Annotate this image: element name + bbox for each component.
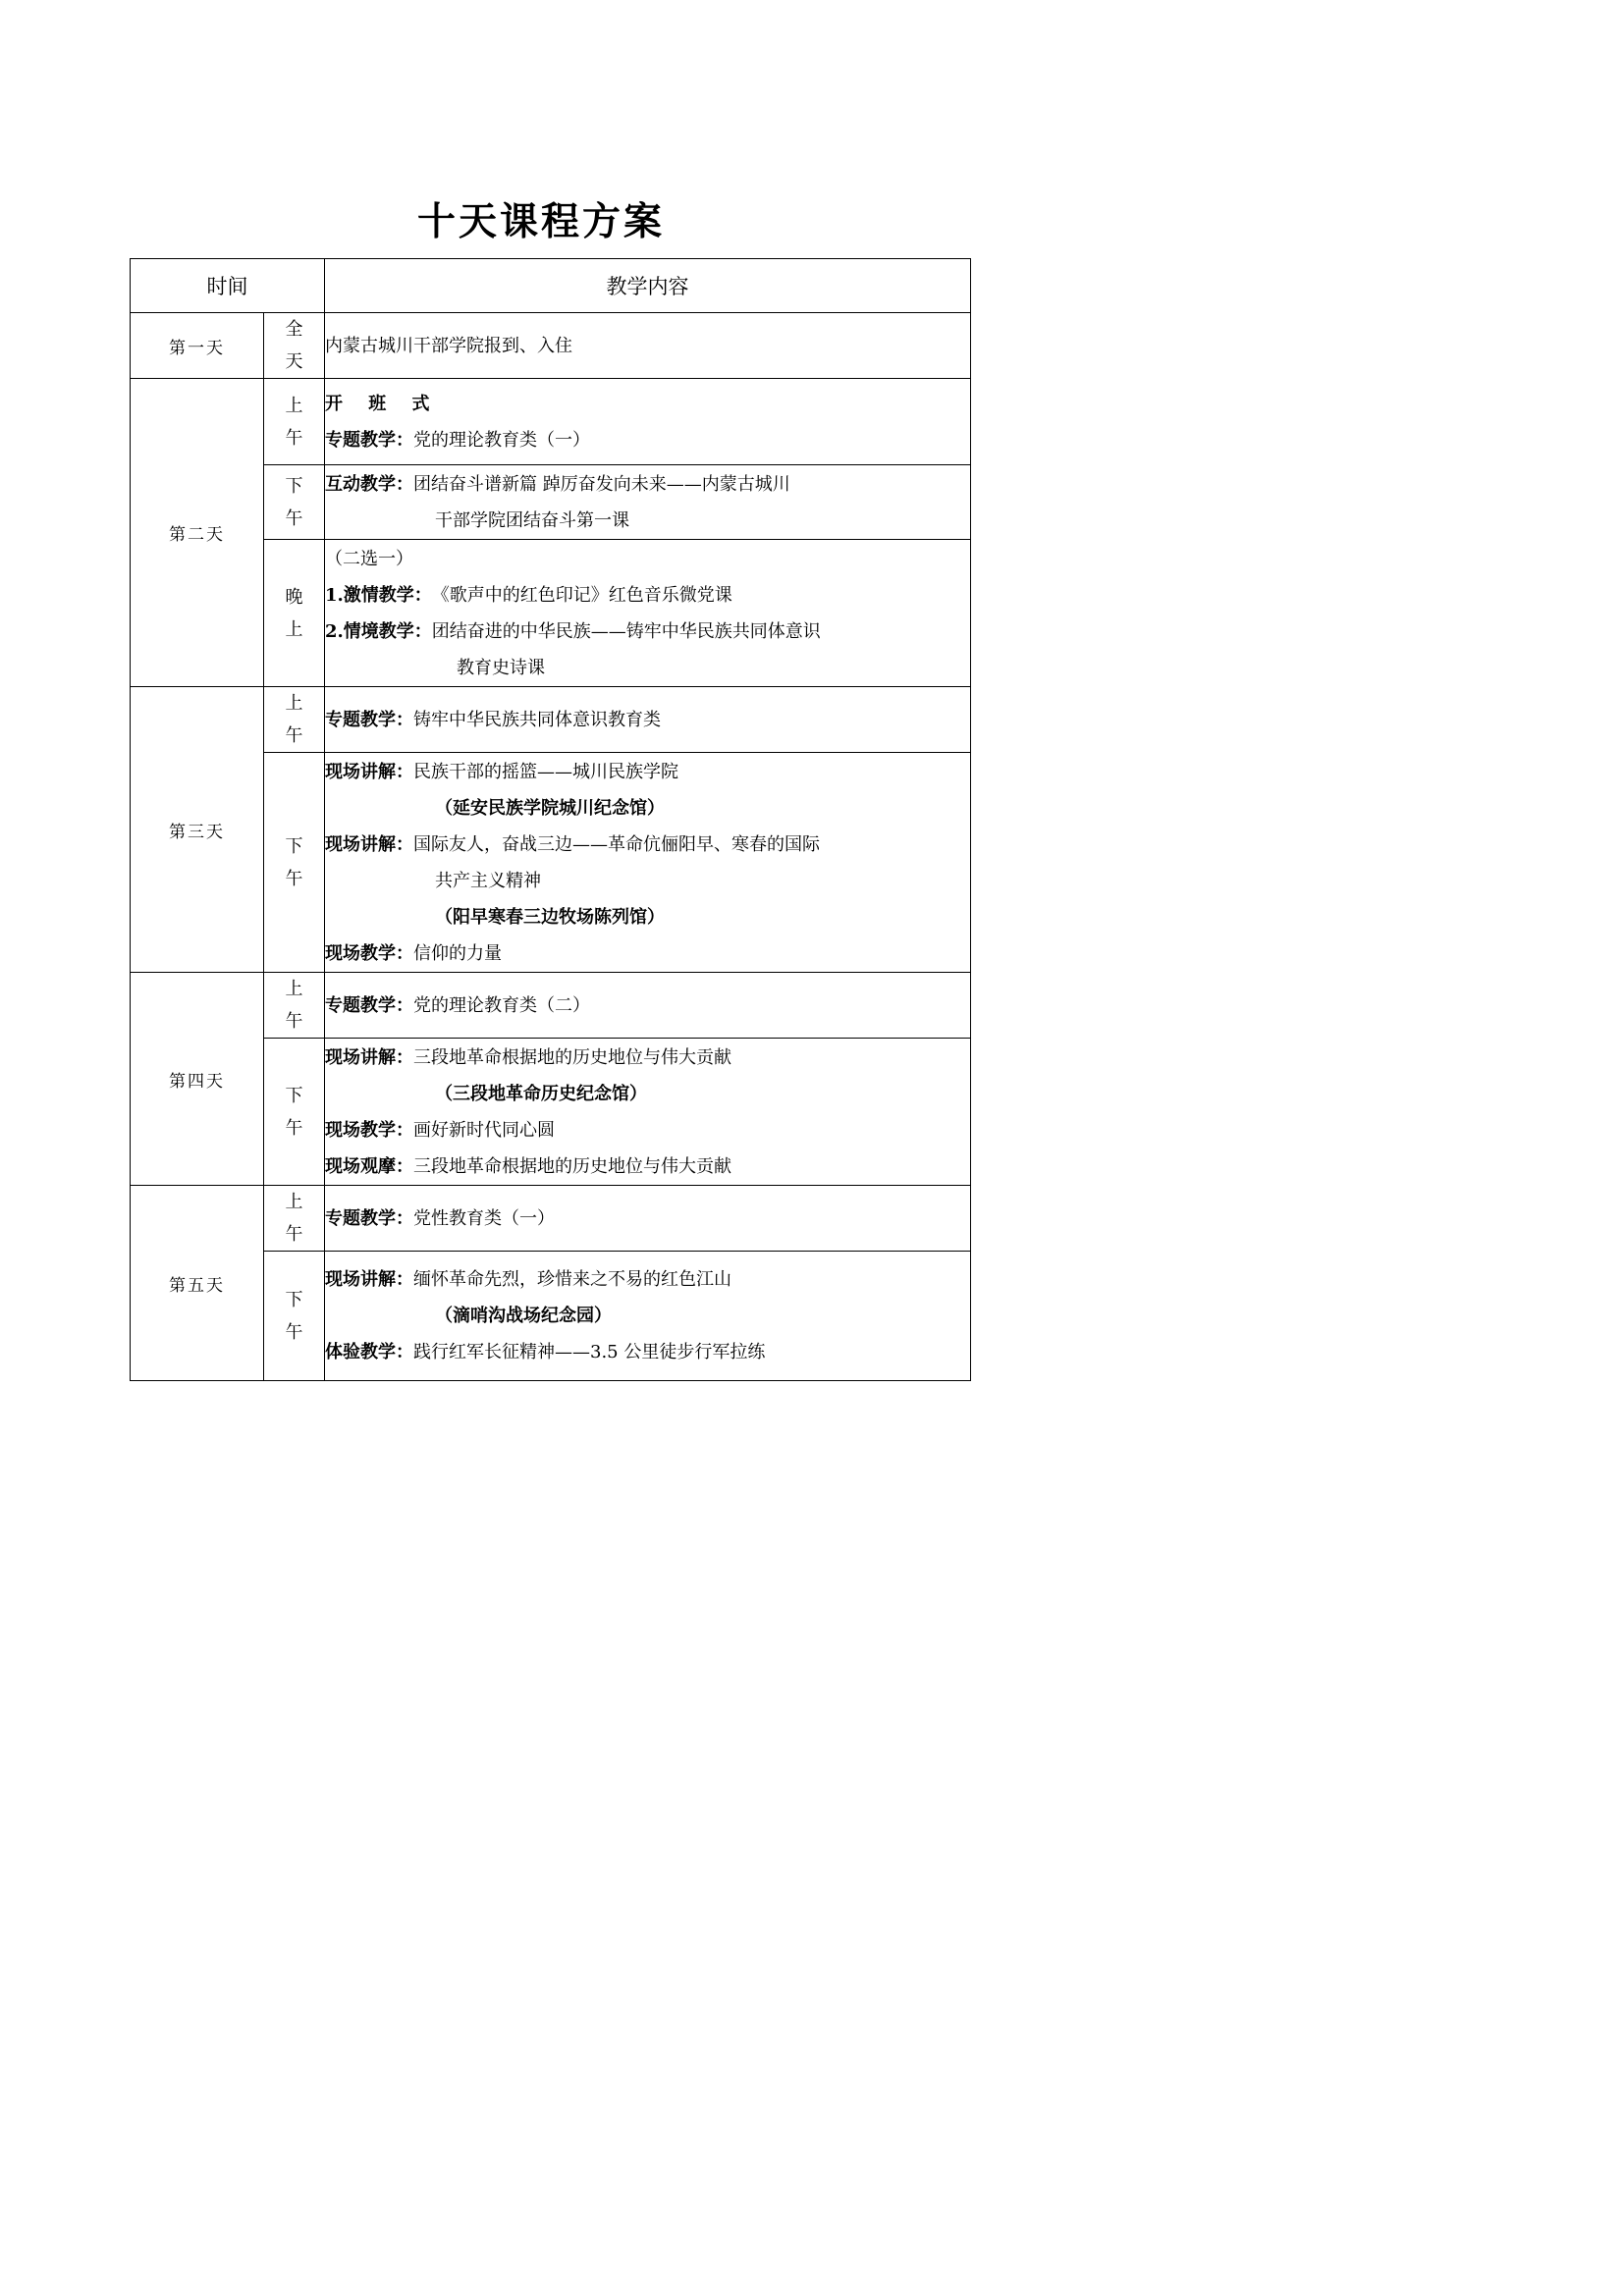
content-line — [325, 754, 970, 790]
period-char: 晚 — [285, 586, 303, 608]
period-char: 午 — [285, 1321, 303, 1343]
teaching-topic: 缅怀革命先烈，珍惜来之不易的红色江山 — [413, 1269, 731, 1290]
day-5-label: 第五天 — [131, 1186, 264, 1381]
content-line — [325, 827, 970, 863]
period-char: 全 — [285, 319, 303, 340]
teaching-topic: 党的理论教育类（一） — [413, 429, 590, 451]
teaching-topic: 党性教育类（一） — [413, 1207, 555, 1229]
teaching-topic: 团结奋进的中华民族——铸牢中华民族共同体意识 — [431, 620, 821, 642]
venue-name: （阳早寒春三边牧场陈列馆） — [435, 906, 665, 928]
continued-line: 干部学院团结奋斗第一课 — [435, 509, 629, 531]
teaching-topic: 国际友人，奋战三边——革命伉俪阳早、寒春的国际 — [413, 833, 820, 855]
period-char: 午 — [285, 1011, 303, 1032]
teaching-topic: 三段地革命根据地的历史地位与伟大贡献 — [413, 1155, 731, 1177]
teaching-type-label: 现场观摩： — [325, 1155, 413, 1177]
period-cell — [264, 753, 325, 973]
content-cell — [325, 753, 971, 973]
schedule-row — [131, 687, 971, 753]
period-cell — [264, 1186, 325, 1252]
continued-line: 共产主义精神 — [435, 870, 541, 891]
content-cell — [325, 1252, 971, 1381]
venue-name: （延安民族学院城川纪念馆） — [435, 797, 665, 819]
teaching-type-label: 专题教学： — [325, 1207, 413, 1229]
teaching-type-label: 现场讲解： — [325, 1046, 413, 1068]
schedule-row — [131, 379, 971, 465]
day-1-label: 第一天 — [131, 313, 264, 379]
period-char: 下 — [285, 1085, 303, 1106]
time-column-header: 时间 — [131, 259, 325, 313]
teaching-type-label: 2.情境教学： — [325, 620, 432, 642]
period-char: 上 — [285, 618, 303, 640]
teaching-type-label: 互动教学： — [325, 473, 413, 495]
period-char: 天 — [285, 351, 303, 372]
schedule-row — [131, 1186, 971, 1252]
content-line — [325, 935, 970, 972]
teaching-type-label: 现场讲解： — [325, 761, 413, 782]
period-char: 午 — [285, 725, 303, 746]
content-text: （二选一） — [325, 548, 413, 569]
period-cell — [264, 1252, 325, 1381]
content-cell — [325, 687, 971, 753]
period-char: 上 — [285, 693, 303, 714]
period-cell — [264, 1039, 325, 1186]
period-char: 午 — [285, 1224, 303, 1245]
period-char: 午 — [285, 507, 303, 529]
content-cell — [325, 313, 971, 379]
teaching-topic: 画好新时代同心圆 — [413, 1119, 555, 1141]
period-char: 下 — [285, 475, 303, 497]
content-line — [325, 466, 970, 503]
period-cell — [264, 379, 325, 465]
content-cell — [325, 973, 971, 1039]
teaching-topic: 团结奋斗谱新篇 踔厉奋发向未来——内蒙古城川 — [413, 473, 790, 495]
period-cell — [264, 973, 325, 1039]
content-line — [325, 1334, 970, 1370]
period-char: 下 — [285, 835, 303, 857]
teaching-topic: 《歌声中的红色印记》红色音乐微党课 — [431, 584, 732, 606]
venue-name: （三段地革命历史纪念馆） — [435, 1083, 647, 1104]
teaching-topic: 民族干部的摇篮——城川民族学院 — [413, 761, 678, 782]
day-3-label: 第三天 — [131, 687, 264, 973]
teaching-topic: 信仰的力量 — [413, 942, 502, 964]
teaching-type-label: 专题教学： — [325, 429, 413, 451]
teaching-type-label: 1.激情教学： — [325, 584, 432, 606]
continued-line: 教育史诗课 — [457, 657, 545, 678]
teaching-topic: 践行红军长征精神——3.5 公里徒步行军拉练 — [413, 1342, 766, 1362]
period-cell — [264, 540, 325, 687]
day-4-label: 第四天 — [131, 973, 264, 1186]
teaching-type-label: 专题教学： — [325, 709, 413, 730]
content-line — [325, 422, 970, 458]
content-cell — [325, 540, 971, 687]
opening-ceremony: 开 班 式 — [325, 393, 440, 414]
day-2-label: 第二天 — [131, 379, 264, 687]
period-cell — [264, 313, 325, 379]
content-line — [325, 614, 970, 650]
schedule-row — [131, 973, 971, 1039]
content-line — [325, 702, 970, 738]
content-line — [325, 1201, 970, 1237]
period-cell — [264, 687, 325, 753]
period-char: 下 — [285, 1289, 303, 1310]
content-line — [325, 1112, 970, 1148]
teaching-type-label: 现场教学： — [325, 1119, 413, 1141]
content-column-header: 教学内容 — [325, 259, 971, 313]
table-header-row — [131, 259, 971, 313]
document-title: 十天课程方案 — [416, 199, 665, 244]
teaching-topic: 铸牢中华民族共同体意识教育类 — [413, 709, 661, 730]
venue-name: （滴哨沟战场纪念园） — [435, 1306, 612, 1326]
period-cell — [264, 465, 325, 540]
teaching-type-label: 现场教学： — [325, 942, 413, 964]
period-char: 午 — [285, 868, 303, 889]
content-line — [325, 1040, 970, 1076]
content-cell — [325, 1039, 971, 1186]
period-char: 午 — [285, 1117, 303, 1139]
content-text: 内蒙古城川干部学院报到、入住 — [325, 335, 572, 356]
content-line — [325, 988, 970, 1024]
teaching-type-label: 现场讲解： — [325, 833, 413, 855]
teaching-topic: 三段地革命根据地的历史地位与伟大贡献 — [413, 1046, 731, 1068]
content-cell — [325, 379, 971, 465]
teaching-type-label: 现场讲解： — [325, 1269, 413, 1290]
course-schedule-table — [130, 258, 971, 1381]
content-line — [325, 1261, 970, 1298]
content-line — [325, 1148, 970, 1185]
period-char: 上 — [285, 1192, 303, 1212]
teaching-topic: 党的理论教育类（二） — [413, 994, 590, 1016]
schedule-body — [131, 313, 971, 1381]
content-cell — [325, 1186, 971, 1252]
period-char: 午 — [285, 427, 303, 449]
period-char: 上 — [285, 979, 303, 999]
period-char: 上 — [285, 395, 303, 416]
schedule-row — [131, 313, 971, 379]
content-cell — [325, 465, 971, 540]
teaching-type-label: 体验教学： — [325, 1342, 413, 1362]
teaching-type-label: 专题教学： — [325, 994, 413, 1016]
content-line — [325, 577, 970, 614]
